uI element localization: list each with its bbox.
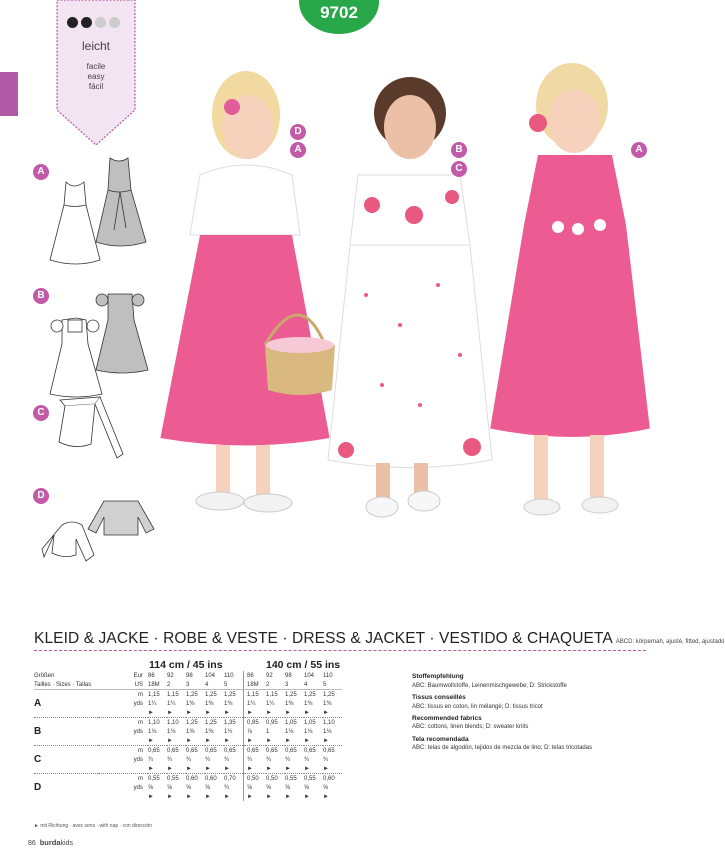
nap-arrow-icon: ►: [224, 793, 230, 800]
yards-value: ⅝: [304, 784, 310, 791]
table-row-a-m: [34, 690, 342, 700]
notes-heading: Tissus conseillés: [412, 693, 466, 701]
meters-value: 1,35: [224, 718, 244, 728]
yards-value: 1⅜: [224, 700, 233, 707]
meters-value: 1,25: [304, 691, 316, 698]
yards-value: 1⅛: [304, 728, 313, 735]
yards-value: ⅝: [266, 784, 272, 791]
yards-value: ⅞: [244, 727, 267, 736]
view-d-label: D: [34, 774, 98, 802]
eur-size: 110: [323, 672, 333, 679]
yards-value: ¾: [205, 756, 211, 763]
meters-value: 0,65: [205, 746, 224, 756]
yards-value: 1⅛: [323, 728, 332, 735]
view-label-a: A: [33, 164, 49, 180]
spacer: [98, 736, 148, 746]
eur-label: Eur: [133, 672, 143, 679]
meters-value: 0,65: [323, 746, 342, 756]
meters-value: 1,25: [205, 691, 217, 698]
view-c-label: C: [34, 746, 98, 774]
yards-value: 1⅜: [186, 728, 195, 735]
meters-value: 0,65: [304, 746, 323, 756]
nap-arrow-icon: ►: [205, 737, 211, 744]
unit-yds: yds: [133, 700, 143, 707]
meters-value: 0,60: [323, 774, 342, 784]
sizes-label: Größen: [34, 672, 55, 679]
yards-value: ¾: [224, 784, 230, 791]
notes-text: ABC: cottons, linen blends; D: sweater knits: [412, 724, 529, 731]
us-size: 2: [266, 680, 285, 690]
yards-value: ¾: [323, 756, 329, 763]
yards-value: 1⅜: [205, 700, 214, 707]
us-size: 18M: [148, 680, 167, 690]
yards-value: ¾: [285, 756, 291, 763]
yards-value: ¾: [266, 756, 272, 763]
unit-m: m: [98, 746, 148, 756]
photo-label-a-right: A: [631, 142, 647, 158]
unit-m: m: [98, 718, 148, 728]
nap-arrow-icon: ►: [266, 793, 272, 800]
table-row-us: [34, 680, 342, 690]
fabric-width-114: 114 cm / 45 ins: [149, 659, 223, 671]
nap-arrow-icon: ►: [244, 792, 267, 801]
meters-value: 1,05: [304, 718, 323, 728]
eur-size: 110: [224, 672, 234, 679]
pattern-number-badge: 9702: [299, 0, 379, 34]
yards-value: ¾: [244, 755, 267, 764]
unit-m: m: [138, 691, 143, 698]
view-label-c: C: [33, 405, 49, 421]
us-label: US: [98, 680, 148, 690]
nap-arrow-icon: ►: [205, 765, 211, 772]
spacer: [98, 764, 148, 774]
nap-arrow-icon: ►: [323, 765, 329, 772]
level-fr: facile: [86, 62, 106, 71]
us-size: 3: [285, 680, 304, 690]
pattern-subtitle: ABCD: körpernah, ajusté, fitted, ajustado: [615, 639, 725, 645]
meters-value: 0,55: [285, 774, 304, 784]
notes-text: ABC: telas de algodón, tejidos de mezcla de lino; D: telas tricotadas: [412, 745, 593, 752]
child-right: [490, 63, 650, 515]
meters-value: 1,05: [285, 718, 304, 728]
page-footer: [28, 838, 73, 847]
nap-arrow-icon: ►: [266, 737, 272, 744]
notes-heading: Stoffempfehlung: [412, 673, 464, 680]
nap-arrow-icon: ►: [167, 793, 173, 800]
nap-arrow-icon: ►: [224, 709, 230, 716]
yards-value: 1⅜: [205, 728, 214, 735]
fabric-width-140: 140 cm / 55 ins: [266, 659, 341, 671]
eur-size: 104: [205, 672, 216, 679]
table-row-b-m: [34, 718, 342, 728]
meters-value: 0,60: [205, 774, 224, 784]
level-es: fácil: [88, 82, 104, 91]
nap-arrow-icon: ►: [304, 793, 310, 800]
unit-yds: yds: [133, 728, 143, 735]
us-size: 5: [323, 680, 342, 690]
fabric-notes: [412, 673, 662, 756]
nap-arrow-icon: ►: [285, 765, 291, 772]
meters-value: 1,25: [186, 691, 198, 698]
title-row: [34, 630, 725, 648]
spacer: [98, 792, 148, 801]
yards-value: ¾: [224, 756, 230, 763]
nap-footnote: ► mit Richtung · avec sens · with nap · con dirección: [34, 823, 153, 829]
meters-value: 0,50: [266, 774, 285, 784]
notes-text: ABC: tissus en coton, lin mélangé; D: tissus tricot: [412, 703, 543, 710]
view-b-label: B: [34, 718, 98, 746]
notes-heading: Recommended fabrics: [412, 714, 482, 722]
eur-size: 92: [266, 672, 273, 679]
nap-arrow-icon: ►: [148, 709, 154, 716]
photo-label-d: D: [290, 124, 306, 140]
eur-size: 86: [148, 672, 155, 679]
sketch-dress-b: [48, 282, 153, 402]
photo-label-b: B: [451, 142, 467, 158]
meters-value: 0,65: [285, 746, 304, 756]
yards-value: 1⅛: [285, 728, 294, 735]
eur-size: 86: [244, 671, 267, 680]
eur-size: 104: [304, 672, 315, 679]
notes-text: ABC: Baumwollstoffe, Leinenmischgewebe; D: Strickstoffe: [412, 682, 567, 689]
meters-value: 0,60: [186, 774, 205, 784]
yards-value: 1⅜: [186, 700, 195, 707]
brand-suffix: kids: [60, 840, 73, 847]
meters-value: 0,65: [148, 746, 167, 756]
meters-value: 0,65: [244, 746, 267, 756]
meters-value: 0,70: [224, 774, 244, 784]
yards-value: 1⅜: [285, 700, 294, 707]
meters-value: 0,55: [304, 774, 323, 784]
eur-size: 92: [167, 672, 174, 679]
meters-value: 1,15: [148, 691, 160, 698]
meters-value: 1,15: [167, 691, 179, 698]
meters-value: 1,15: [266, 691, 278, 698]
yards-value: 1⅜: [304, 700, 313, 707]
child-middle: [328, 77, 492, 517]
nap-arrow-icon: ►: [186, 709, 192, 716]
child-left: [160, 71, 335, 512]
nap-arrow-icon: ►: [323, 709, 329, 716]
nap-arrow-icon: ►: [186, 793, 192, 800]
size-table: [34, 671, 342, 801]
nap-arrow-icon: ►: [186, 737, 192, 744]
view-label-d: D: [33, 488, 49, 504]
yards-value: ¾: [148, 756, 154, 763]
sketch-dress-a: [48, 150, 153, 270]
meters-value: 1,25: [186, 718, 205, 728]
yards-value: 1½: [224, 728, 233, 735]
yards-value: ⅝: [244, 783, 267, 792]
title-rule: [34, 650, 646, 651]
nap-arrow-icon: ►: [323, 793, 329, 800]
table-row-eur: [34, 671, 342, 680]
yards-value: ¾: [186, 756, 192, 763]
eur-size: 98: [285, 672, 292, 679]
nap-arrow-icon: ►: [205, 709, 211, 716]
meters-value: 0,50: [244, 774, 267, 784]
meters-value: 1,25: [205, 718, 224, 728]
photo-label-c: C: [451, 161, 467, 177]
model-photo: [160, 55, 680, 535]
difficulty-dot: [81, 17, 92, 28]
unit-yds: yds: [133, 784, 143, 791]
us-size: 18M: [244, 680, 267, 690]
yards-value: 1⅛: [148, 728, 157, 735]
notes-heading: Tela recomendada: [412, 735, 469, 743]
yards-value: 1¼: [148, 700, 157, 707]
meters-value: 0,55: [167, 774, 186, 784]
nap-arrow-icon: ►: [285, 793, 291, 800]
meters-value: 0,65: [224, 746, 244, 756]
nap-arrow-icon: ►: [148, 793, 154, 800]
sketch-jacket-d: [42, 495, 157, 570]
nap-arrow-icon: ►: [244, 736, 267, 746]
yards-value: 1⅜: [323, 700, 332, 707]
nap-arrow-icon: ►: [266, 709, 272, 716]
nap-arrow-icon: ►: [224, 765, 230, 772]
yards-value: ⅝: [186, 784, 192, 791]
level-de: leicht: [81, 39, 110, 53]
us-size: 4: [205, 680, 224, 690]
yards-value: ⅝: [323, 784, 329, 791]
meters-value: 0,65: [167, 746, 186, 756]
us-size: 5: [224, 680, 244, 690]
meters-value: 1,25: [224, 691, 236, 698]
sizes-label-multilang: Tailles · Sizes · Tallas: [34, 680, 98, 690]
meters-value: 1,25: [285, 691, 297, 698]
table-row-d-m: [34, 774, 342, 784]
nap-arrow-icon: ►: [285, 737, 291, 744]
yards-value: ⅝: [148, 784, 154, 791]
meters-value: 0,85: [244, 718, 267, 728]
pattern-title: KLEID & JACKE · ROBE & VESTE · DRESS & JACKET · VESTIDO & CHAQUETA: [34, 630, 613, 647]
yards-value: 1: [266, 728, 270, 735]
yards-value: ⅝: [167, 784, 173, 791]
meters-value: 0,65: [186, 746, 205, 756]
meters-value: 1,10: [167, 718, 186, 728]
meters-value: 0,95: [266, 718, 285, 728]
nap-arrow-icon: ►: [167, 709, 173, 716]
meters-value: 0,65: [266, 746, 285, 756]
meters-value: 1,10: [323, 718, 342, 728]
yards-value: 1¼: [244, 699, 267, 708]
nap-arrow-icon: ►: [148, 765, 154, 772]
yards-value: 1⅛: [167, 728, 176, 735]
meters-value: 0,55: [148, 774, 167, 784]
difficulty-pennant: [57, 0, 135, 145]
nap-arrow-icon: ►: [285, 709, 291, 716]
us-size: 4: [304, 680, 323, 690]
nap-arrow-icon: ►: [304, 765, 310, 772]
nap-arrow-icon: ►: [304, 737, 310, 744]
difficulty-dot: [109, 17, 120, 28]
yards-value: 1¼: [167, 700, 176, 707]
nap-arrow-icon: ►: [224, 737, 230, 744]
nap-arrow-icon: ►: [304, 709, 310, 716]
yards-value: ¾: [304, 756, 310, 763]
table-row-c-m: [34, 746, 342, 756]
nap-arrow-icon: ►: [186, 765, 192, 772]
meters-value: 1,15: [244, 690, 267, 700]
page-number: 86: [28, 840, 36, 847]
level-en: easy: [87, 72, 105, 81]
difficulty-dots: [67, 17, 120, 28]
difficulty-dot: [67, 17, 78, 28]
yards-value: ¾: [167, 756, 173, 763]
photo-label-a: A: [290, 142, 306, 158]
nap-arrow-icon: ►: [205, 793, 211, 800]
unit-yds: yds: [133, 756, 143, 763]
nap-arrow-icon: ►: [266, 765, 272, 772]
yards-value: ⅝: [285, 784, 291, 791]
section-tab: [0, 72, 18, 116]
eur-size: 98: [186, 672, 193, 679]
nap-arrow-icon: ►: [244, 708, 267, 718]
difficulty-dot: [95, 17, 106, 28]
sketch-apron-c: [55, 392, 135, 472]
us-size: 3: [186, 680, 205, 690]
nap-arrow-icon: ►: [323, 737, 329, 744]
nap-arrow-icon: ►: [244, 764, 267, 774]
meters-value: 1,10: [148, 718, 167, 728]
us-size: 2: [167, 680, 186, 690]
meters-value: 1,25: [323, 691, 335, 698]
unit-m: m: [98, 774, 148, 784]
nap-arrow-icon: ►: [167, 737, 173, 744]
view-label-b: B: [33, 288, 49, 304]
yards-value: 1¼: [266, 700, 275, 707]
yards-value: ⅝: [205, 784, 211, 791]
brand-name: burda: [39, 838, 61, 847]
nap-arrow-icon: ►: [167, 765, 173, 772]
spacer: [98, 708, 148, 718]
view-a-label: A: [34, 698, 42, 709]
nap-arrow-icon: ►: [148, 737, 154, 744]
